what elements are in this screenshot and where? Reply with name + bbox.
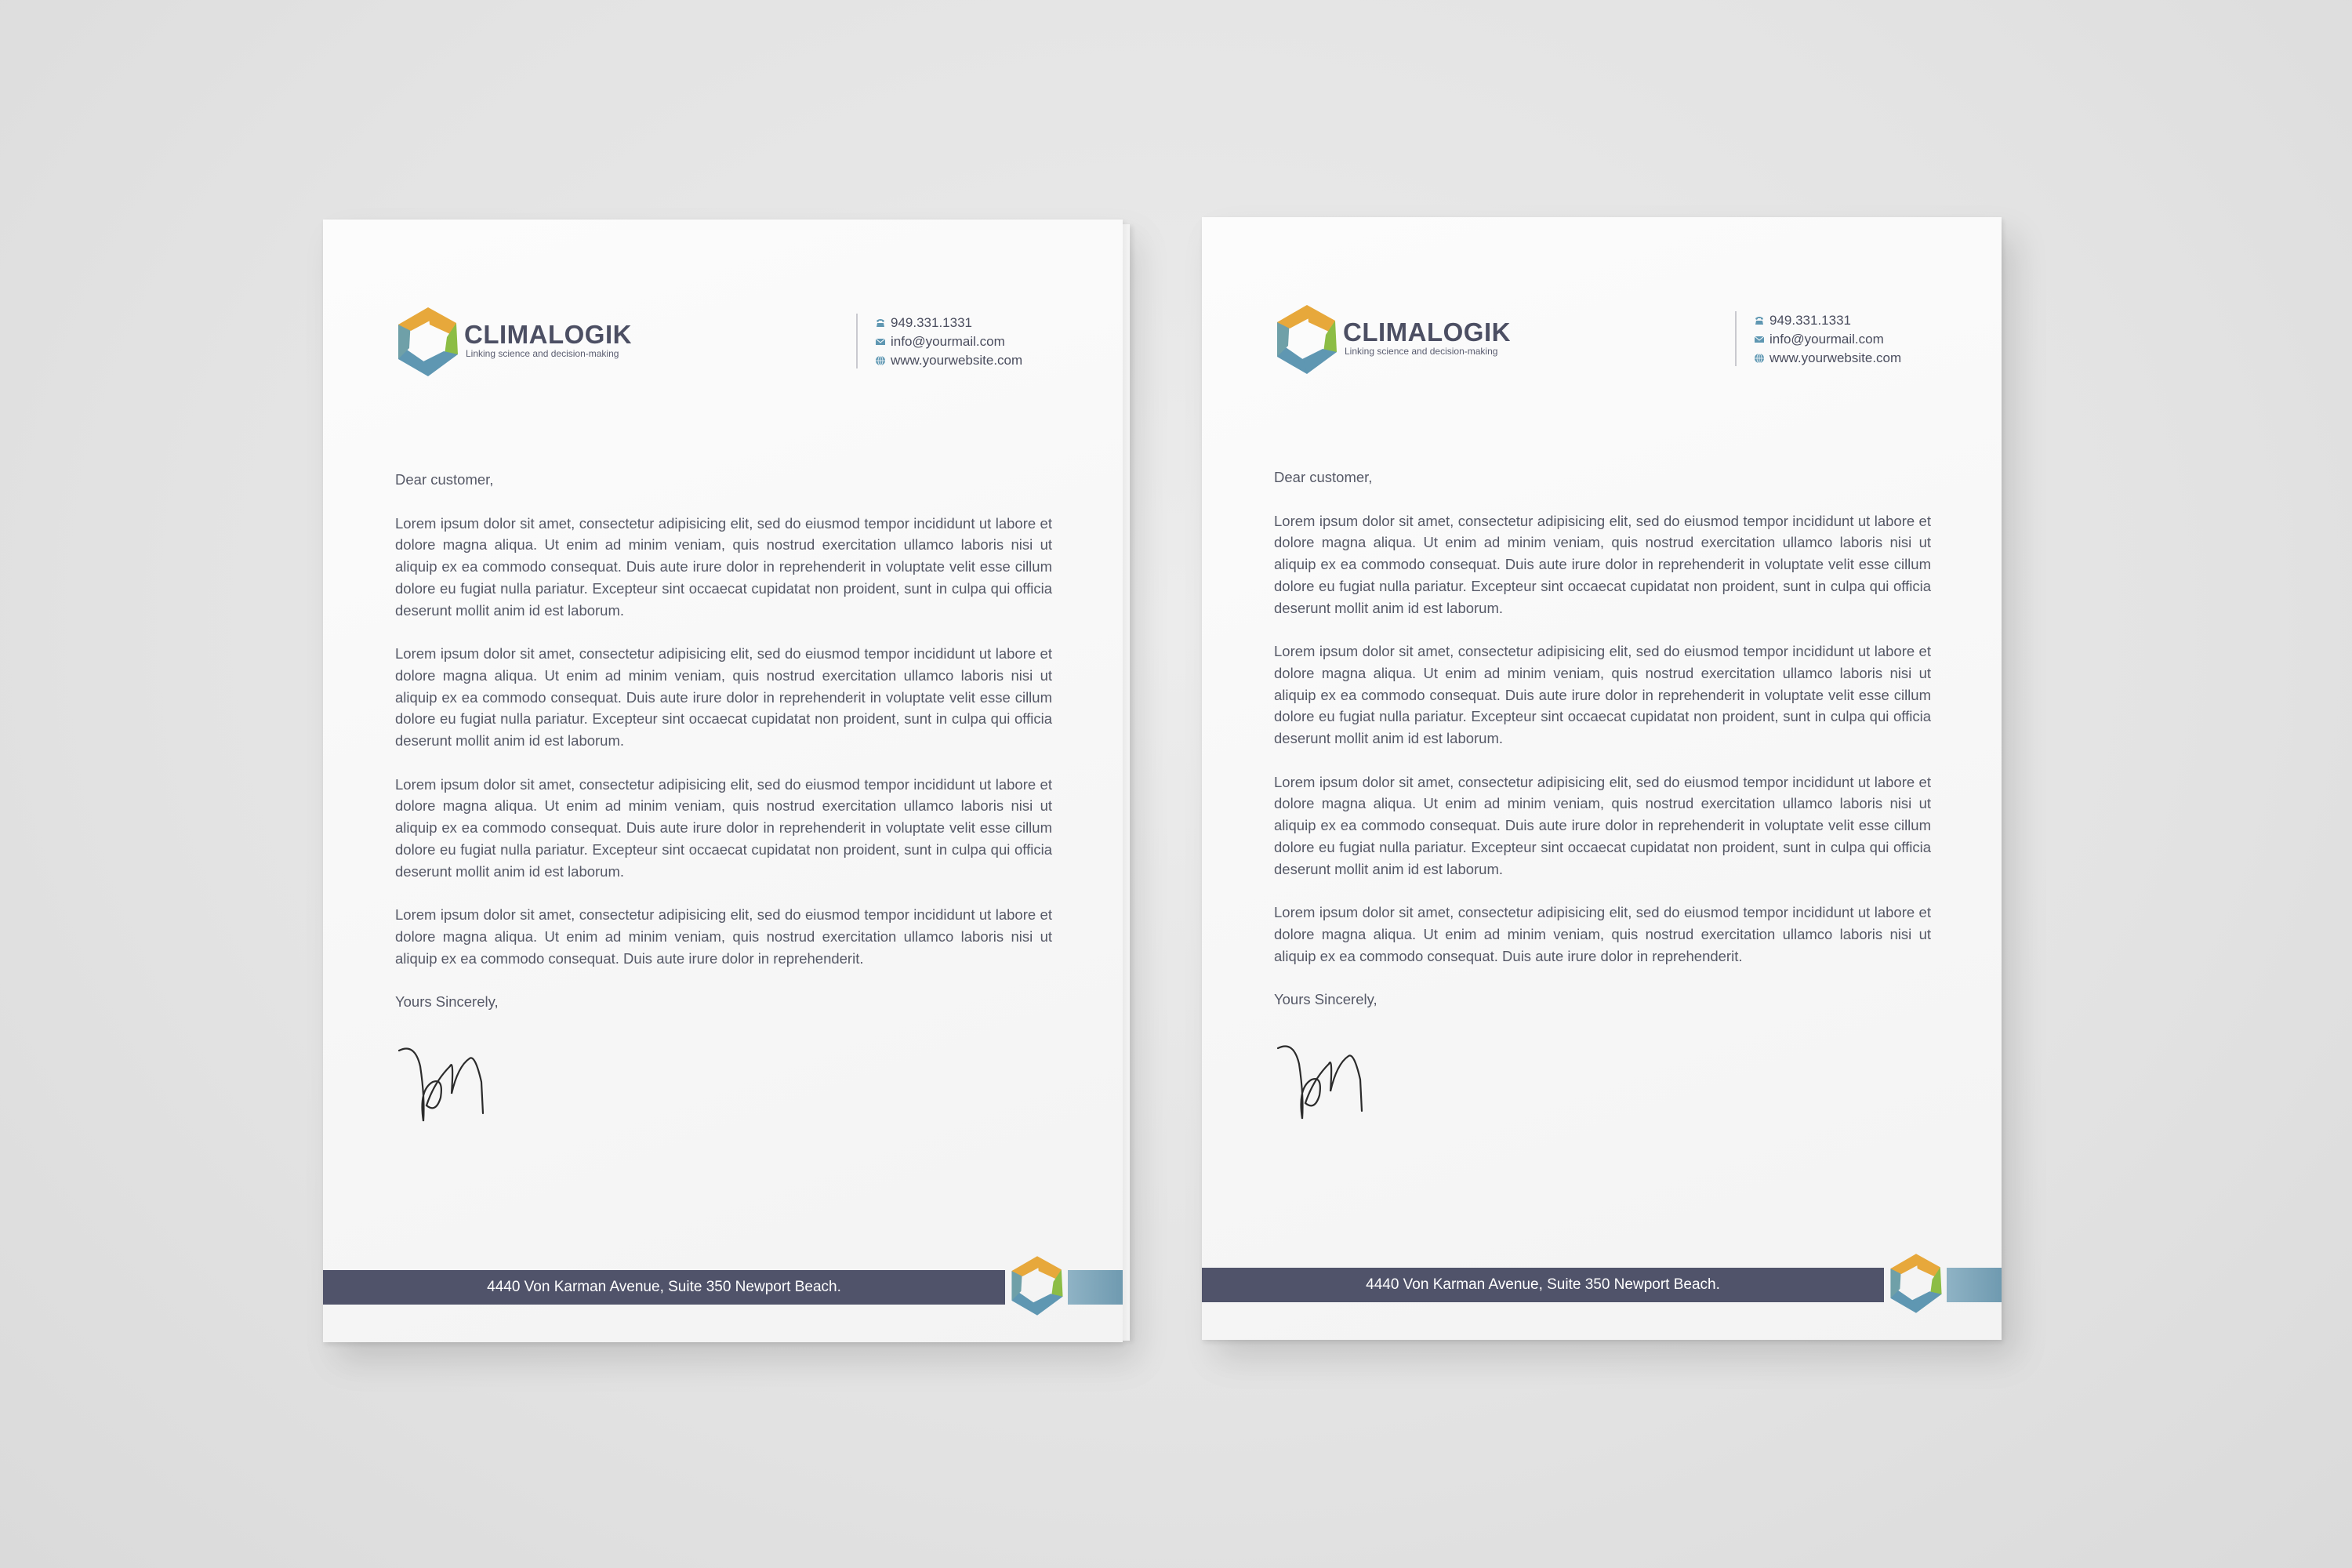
contact-block <box>856 314 1022 368</box>
body-paragraph: Lorem ipsum dolor sit amet, consectetur adipisicing elit, sed do eiusmod tempor incididunt ut labore et dolore magna aliqua. Ut enim ad minim veniam, quis nostrud exercitation ullamco laboris nisi ut aliquip ex ea commodo consequat. Duis aute irure dolor in reprehenderit in voluptate velit esse cillum dolore eu fugiat nulla pariatur. Excepteur sint occaecat cupidatat non proident, sunt in culpa qui officia deserunt mollit anim id est laborum. <box>1274 773 1931 877</box>
greeting: Dear customer, <box>395 471 494 488</box>
footer-logo-icon <box>1888 1252 1944 1315</box>
letter-body <box>1274 466 1931 1011</box>
footer-logo-icon <box>1009 1254 1065 1317</box>
letterhead-sheet-right <box>1202 217 2002 1340</box>
brand-name: CLIMALOGIK <box>1343 318 1511 347</box>
contact-website <box>1754 349 1901 368</box>
body-paragraph: Lorem ipsum dolor sit amet, consectetur adipisicing elit, sed do eiusmod tempor incididunt ut labore et dolore magna aliqua. Ut enim ad minim veniam, quis nostrud exercitation ullamco laboris nisi ut aliquip ex ea commodo consequat. Duis aute irure dolor in reprehenderit in voluptate velit esse cillum dolore eu fugiat nulla pariatur. Excepteur sint occaecat cupidatat non proident, sunt in culpa qui officia deserunt mollit anim id est laborum. <box>1274 643 1931 747</box>
body-paragraph: Lorem ipsum dolor sit amet, consectetur adipisicing elit, sed do eiusmod tempor incididunt ut labore et dolore magna aliqua. Ut enim ad minim veniam, quis nostrud exercitation ullamco laboris nisi ut aliquip ex ea commodo consequat. Duis aute irure dolor in reprehenderit in voluptate velit esse cillum dolore eu fugiat nulla pariatur. Excepteur sint occaecat cupidatat non proident, sunt in culpa qui officia deserunt mollit anim id est laborum. <box>395 514 1052 619</box>
footer-accent-block <box>1947 1268 2002 1302</box>
brand-tagline: Linking science and decision-making <box>466 348 619 359</box>
body-paragraph: Lorem ipsum dolor sit amet, consectetur adipisicing elit, sed do eiusmod tempor incididunt ut labore et dolore magna aliqua. Ut enim ad minim veniam, quis nostrud exercitation ullamco laboris nisi ut aliquip ex ea commodo consequat. Duis aute irure dolor in reprehenderit. <box>395 906 1052 967</box>
mail-icon <box>875 336 886 347</box>
letter-body <box>395 469 1052 1013</box>
signature-image <box>395 1035 497 1129</box>
contact-website <box>875 351 1022 370</box>
contact-phone <box>875 314 1022 332</box>
phone-number: 949.331.1331 <box>1769 313 1851 328</box>
contact-phone <box>1754 311 1901 330</box>
signoff: Yours Sincerely, <box>1274 991 1377 1008</box>
footer-accent-block <box>1068 1270 1123 1305</box>
website-url: www.yourwebsite.com <box>891 353 1023 368</box>
email-address: info@yourmail.com <box>891 334 1005 349</box>
website-url: www.yourwebsite.com <box>1769 350 1902 365</box>
hexagon-logo-icon <box>1274 303 1340 376</box>
brand-name: CLIMALOGIK <box>464 320 632 349</box>
greeting: Dear customer, <box>1274 469 1373 485</box>
footer-bar <box>323 1270 1005 1305</box>
company-logo <box>1274 302 1541 377</box>
company-logo <box>395 304 662 379</box>
email-address: info@yourmail.com <box>1769 332 1884 347</box>
brand-tagline: Linking science and decision-making <box>1345 346 1498 357</box>
signature-image <box>1274 1033 1376 1127</box>
phone-number: 949.331.1331 <box>891 315 972 330</box>
hexagon-logo-icon <box>395 306 461 378</box>
signoff: Yours Sincerely, <box>395 993 499 1011</box>
contact-email <box>1754 330 1901 349</box>
phone-icon <box>875 318 886 328</box>
contact-block <box>1735 311 1901 366</box>
footer-address: 4440 Von Karman Avenue, Suite 350 Newport Beach. <box>487 1279 841 1295</box>
body-paragraph: Lorem ipsum dolor sit amet, consectetur adipisicing elit, sed do eiusmod tempor incididunt ut labore et dolore magna aliqua. Ut enim ad minim veniam, quis nostrud exercitation ullamco laboris nisi ut aliquip ex ea commodo consequat. Duis aute irure dolor in reprehenderit in voluptate velit esse cillum dolore eu fugiat nulla pariatur. Excepteur sint occaecat cupidatat non proident, sunt in culpa qui officia deserunt mollit anim id est laborum. <box>395 645 1052 750</box>
footer-address: 4440 Von Karman Avenue, Suite 350 Newport Beach. <box>1366 1276 1720 1293</box>
globe-icon <box>875 355 886 366</box>
body-paragraph: Lorem ipsum dolor sit amet, consectetur adipisicing elit, sed do eiusmod tempor incididunt ut labore et dolore magna aliqua. Ut enim ad minim veniam, quis nostrud exercitation ullamco laboris nisi ut aliquip ex ea commodo consequat. Duis aute irure dolor in reprehenderit in voluptate velit esse cillum dolore eu fugiat nulla pariatur. Excepteur sint occaecat cupidatat non proident, sunt in culpa qui officia deserunt mollit anim id est laborum. <box>1274 512 1931 616</box>
globe-icon <box>1754 353 1765 364</box>
contact-email <box>875 332 1022 351</box>
letterhead-sheet-left <box>323 220 1123 1342</box>
body-paragraph: Lorem ipsum dolor sit amet, consectetur adipisicing elit, sed do eiusmod tempor incididunt ut labore et dolore magna aliqua. Ut enim ad minim veniam, quis nostrud exercitation ullamco laboris nisi ut aliquip ex ea commodo consequat. Duis aute irure dolor in reprehenderit in voluptate velit esse cillum dolore eu fugiat nulla pariatur. Excepteur sint occaecat cupidatat non proident, sunt in culpa qui officia deserunt mollit anim id est laborum. <box>395 775 1052 880</box>
body-paragraph: Lorem ipsum dolor sit amet, consectetur adipisicing elit, sed do eiusmod tempor incididunt ut labore et dolore magna aliqua. Ut enim ad minim veniam, quis nostrud exercitation ullamco laboris nisi ut aliquip ex ea commodo consequat. Duis aute irure dolor in reprehenderit. <box>1274 904 1931 964</box>
phone-icon <box>1754 315 1765 326</box>
footer-bar <box>1202 1268 1884 1302</box>
mail-icon <box>1754 334 1765 345</box>
